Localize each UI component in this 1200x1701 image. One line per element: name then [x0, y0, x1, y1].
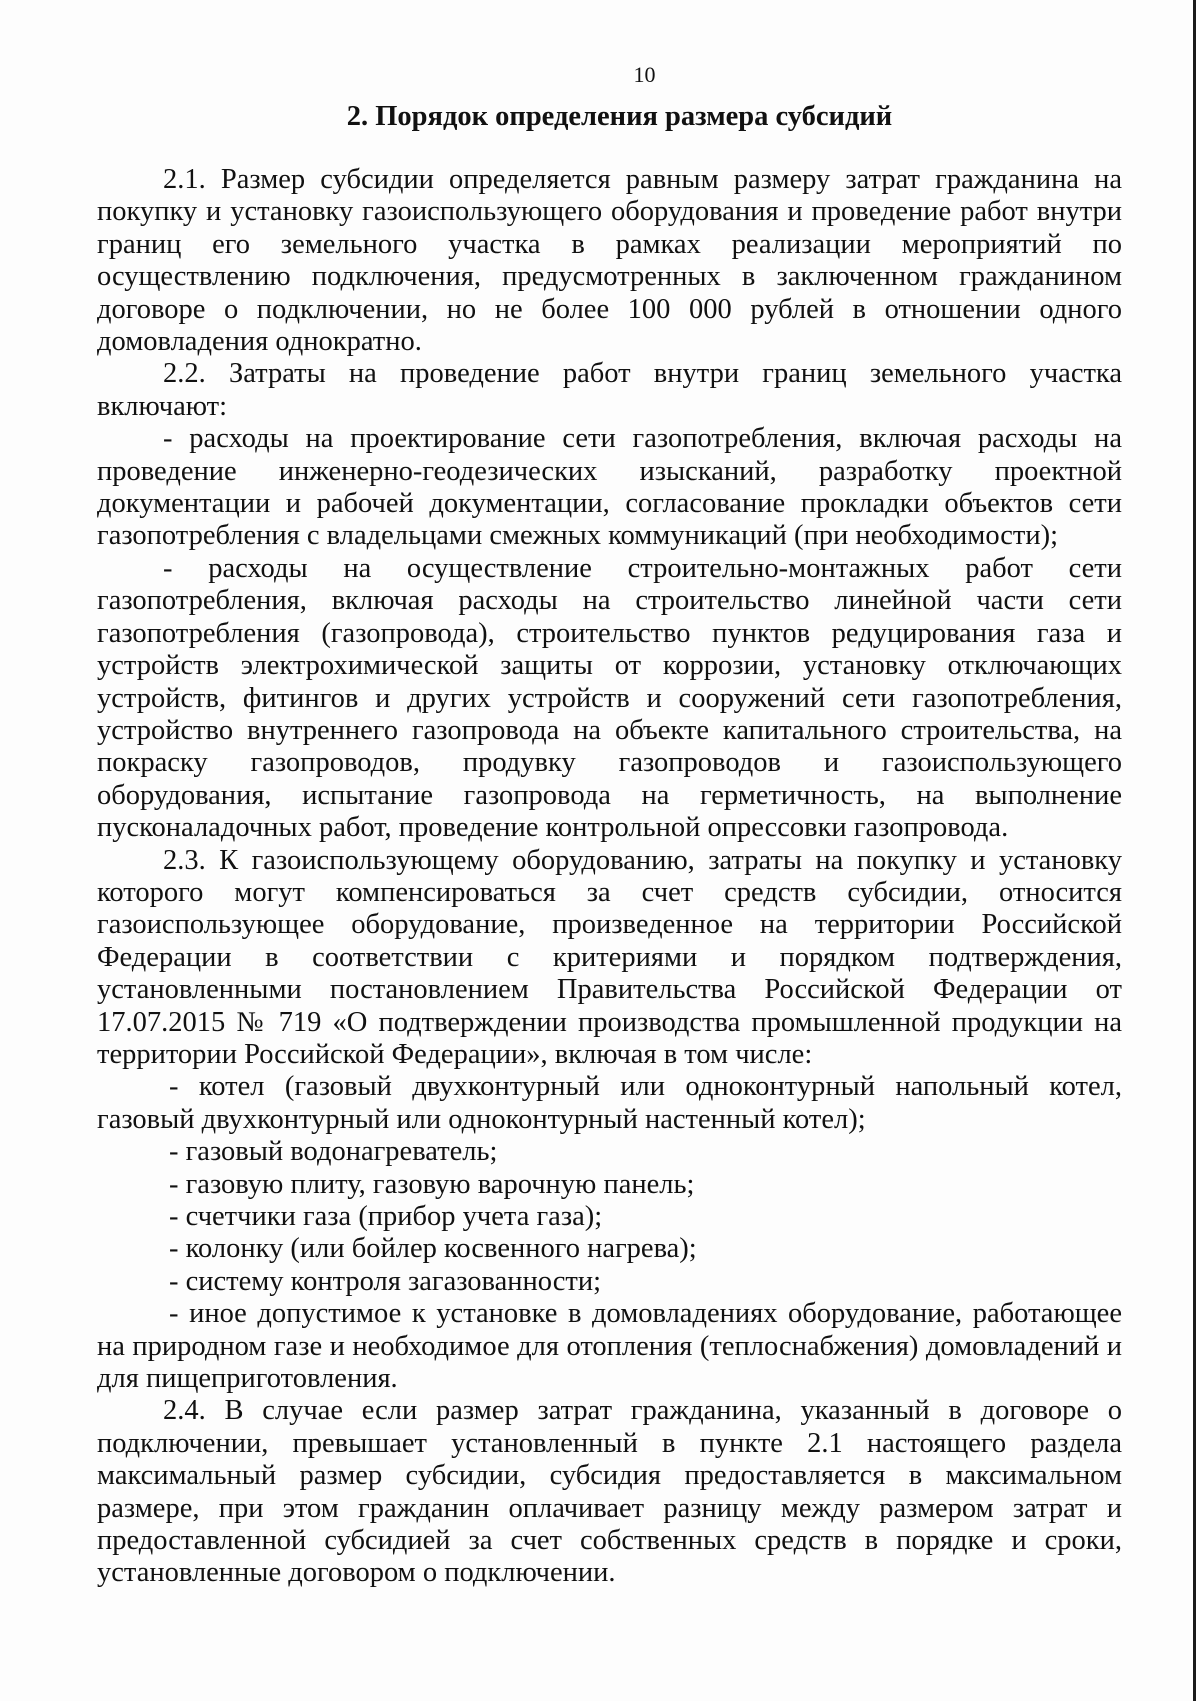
list-item-construction-costs: - расходы на осуществление строительно-монтажных работ сети газопотребления, включая расходы на строительство линейной части сети газопотребления (газопровода), строительство пунктов редуцирования газа и устройств электрохимической защиты от коррозии, установку отключающих устройств, фитингов и других устройств и сооружений сети газопотребления, устройство внутреннего газопровода на объекте капитального строительства, на покраску газопроводов, продувку газопроводов и газоиспользующего оборудования, испытание газопровода на герметичность, на выполнение пусконаладочных работ, проведение контрольной опрессовки газопровода.	[97, 552, 1122, 844]
list-item-other-equipment: - иное допустимое к установке в домовладениях оборудование, работающее на природном газе и необходимое для отопления (теплоснабжения) домовладений и для пищеприготовления.	[97, 1298, 1122, 1395]
paragraph-2-3: 2.3. К газоиспользующему оборудованию, затраты на покупку и установку которого могут компенсироваться за счет средств субсидии, относится газоиспользующее оборудование, произведенное на территории Российской Федерации в соответствии с критериями и порядком подтверждения, установленными постановлением Правительства Российской Федерации от 17.07.2015 № 719 «О подтверждении производства промышленной продукции на территории Российской Федерации», включая в том числе:	[97, 844, 1122, 1070]
page-number: 10	[633, 62, 656, 87]
paragraph-2-1: 2.1. Размер субсидии определяется равным размеру затрат гражданина на покупку и установку газоиспользующего оборудования и проведение работ внутри границ его земельного участка в рамках реализации мероприятий по осуществлению подключения, предусмотренных в заключенном гражданином договоре о подключении, но не более 100 000 рублей в отношении одного домовладения однократно.	[97, 164, 1122, 358]
document-body	[97, 60, 1122, 1590]
scan-edge-shadow	[1193, 0, 1196, 1701]
list-item-design-costs: - расходы на проектирование сети газопотребления, включая расходы на проведение инженерно-геодезических изысканий, разработку проектной документации и рабочей документации, согласование прокладки объектов сети газопотребления с владельцами смежных коммуникаций (при необходимости);	[97, 423, 1122, 552]
list-item-water-heater: - газовый водонагреватель;	[169, 1136, 498, 1168]
list-item-boiler: - котел (газовый двухконтурный или одноконтурный напольный котел, газовый двухконтурный или одноконтурный настенный котел);	[97, 1071, 1122, 1135]
list-item-gas-meter: - счетчики газа (прибор учета газа);	[169, 1201, 603, 1232]
section-title: 2. Порядок определения размера субсидий	[346, 101, 893, 132]
list-item-gas-stove: - газовую плиту, газовую варочную панель;	[169, 1168, 695, 1200]
list-item-gas-control-system: - систему контроля загазованности;	[169, 1265, 602, 1297]
list-item-column: - колонку (или бойлер косвенного нагрева);	[169, 1233, 697, 1265]
paragraph-2-4: 2.4. В случае если размер затрат гражданина, указанный в договоре о подключении, превышает установленный в пункте 2.1 настоящего раздела максимальный размер субсидии, субсидия предоставляется в максимальном размере, при этом гражданин оплачивает разницу между размером затрат и предоставленной субсидией за счет собственных средств в порядке и сроки, установленные договором о подключении.	[97, 1395, 1122, 1589]
paragraph-2-2: 2.2. Затраты на проведение работ внутри границ земельного участка включают:	[97, 358, 1122, 422]
